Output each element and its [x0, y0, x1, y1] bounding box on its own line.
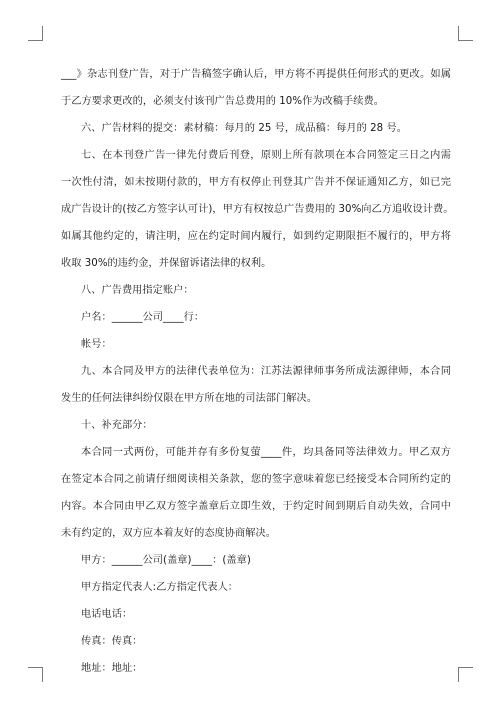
representatives-line: 甲方指定代表人:乙方指定代表人：: [81, 582, 239, 593]
clause-7-line-2: 一次性付清，如未按期付款的，甲方有权停止刊登其广告并不保证通知乙方，如已完: [61, 177, 451, 188]
clause-6-heading: 六、广告材料的提交：素材稿：每月的 25 号，成品稿：每月的 28 号。: [81, 123, 407, 134]
phone-line: 电话电话：: [81, 609, 133, 620]
clause-10-line-3: 内容。本合同由甲乙双方签字盖章后立即生效，于约定时间到期后自动失效，合同中: [61, 501, 451, 512]
clause-9-line-1: 九、本合同及甲方的法律代表单位为：江苏法源律师事务所成法源律师，本合同: [81, 366, 451, 377]
clause-10-line-2: 在签定本合同之前请仔细阅读相关条款，您的签字意味着您已经接受本合同所约定的: [61, 474, 451, 485]
crop-mark-bottom-left: [28, 667, 43, 682]
clause-9-line-2: 发生的任何法律纠纷仅限在甲方所在地的司法部门解决。: [61, 393, 317, 404]
crop-mark-bottom-right: [458, 667, 473, 682]
clause-8-heading: 八、广告费用指定账户：: [81, 285, 194, 296]
fax-line: 传真：传真：: [81, 636, 143, 647]
party-a-signature-line: 甲方：______公司(盖章)____：(盖章): [81, 555, 251, 566]
clause-7-line-4: 如属其他约定的，请注明，应在约定时间内履行，如到约定期限拒不履行的，甲方将: [61, 231, 451, 242]
clause-10-line-4: 未有约定的，双方应本着友好的态度协商解决。: [61, 528, 276, 539]
clause-5-line-1: ___》杂志刊登广告，对于广告稿签字确认后，甲方将不再提供任何形式的更改。如属: [61, 69, 451, 80]
clause-7-line-1: 七、在本刊登广告一律先付费后刊登，原则上所有款项在本合同签定三日之内需: [81, 150, 451, 161]
address-line: 地址：地址：: [81, 663, 143, 674]
clause-10-heading: 十、补充部分：: [81, 420, 153, 431]
crop-mark-top-right: [458, 26, 473, 41]
account-number-line: 帐号：: [81, 339, 112, 350]
clause-10-line-1: 本合同一式两份，可能并存有多份复萤____件，均具备同等法律效力。甲乙双方: [81, 447, 451, 458]
clause-5-line-2: 于乙方要求更改的，必须支付该刊广告总费用的 10%作为改稿手续费。: [61, 96, 384, 107]
clause-7-line-3: 成广告设计的(按乙方签字认可计)，甲方有权按总广告费用的 30%向乙方追收设计费。: [61, 204, 454, 215]
crop-mark-top-left: [28, 26, 43, 41]
clause-7-line-5: 收取 30%的违约金，并保留诉诸法律的权利。: [61, 258, 272, 269]
account-name-line: 户名：______公司____行：: [81, 312, 205, 323]
